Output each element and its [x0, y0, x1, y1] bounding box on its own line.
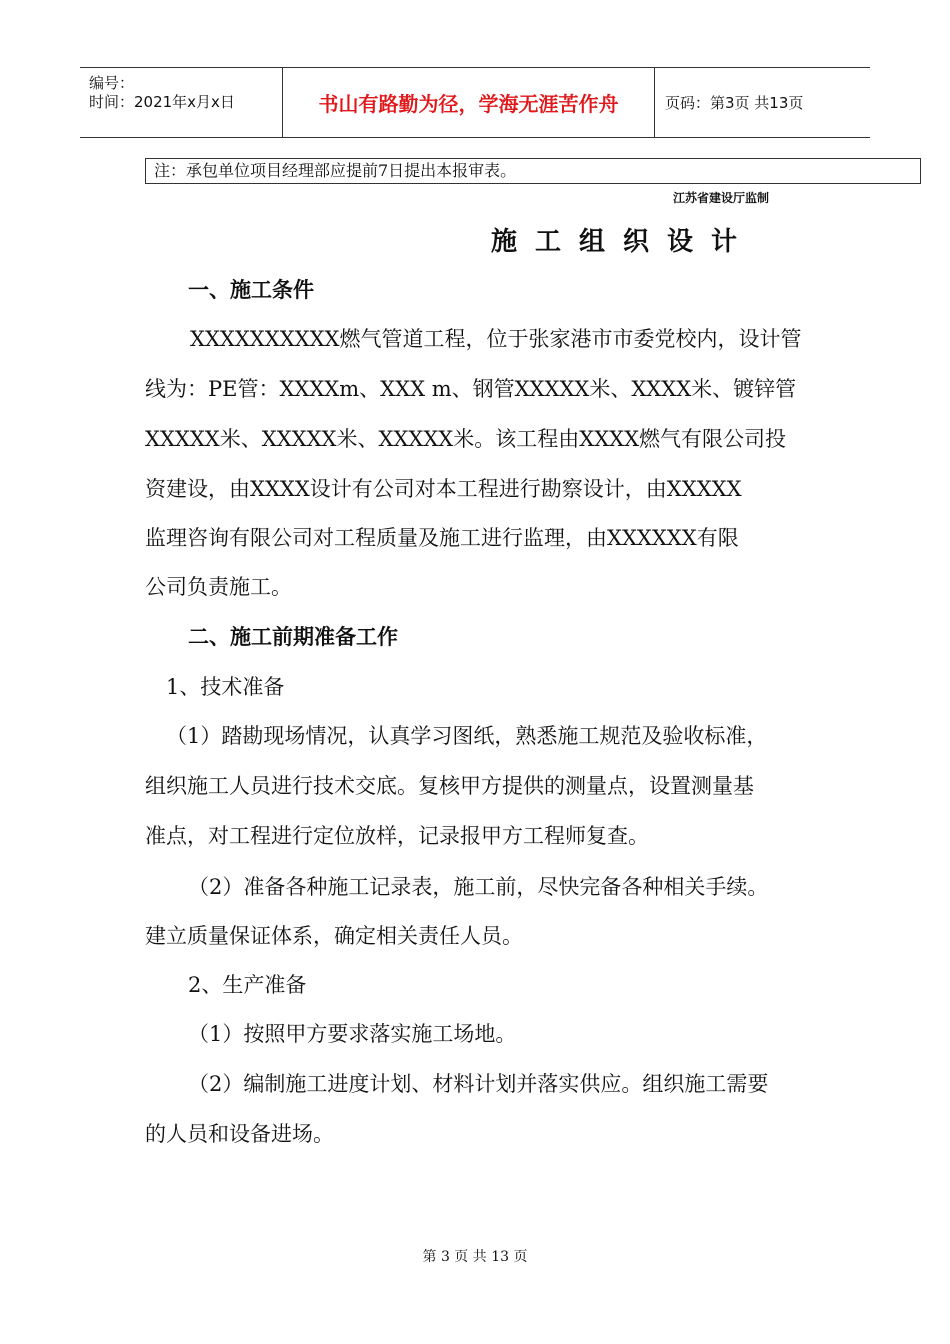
header-info-cell [80, 68, 282, 137]
paragraph-line: XXXXX米、XXXXX米、XXXXX米。该工程由XXXX燃气有限公司投 [145, 427, 787, 451]
paragraph-line: 准点，对工程进行定位放样，记录报甲方工程师复查。 [145, 824, 649, 848]
header-page-label: 页码：第3页 共13页 [665, 94, 804, 112]
document-number-label: 编号： [89, 74, 135, 92]
paragraph-line: 资建设，由XXXX设计有公司对本工程进行勘察设计，由XXXXX [145, 477, 742, 501]
subheading-technical: 1、技术准备 [166, 675, 285, 699]
subheading-production: 2、生产准备 [188, 973, 307, 997]
page-footer: 第 3 页 共 13 页 [422, 1249, 528, 1265]
paragraph-line: 监理咨询有限公司对工程质量及施工进行监理，由XXXXXX有限 [145, 526, 739, 550]
paragraph-line: （1）按照甲方要求落实施工场地。 [188, 1022, 517, 1046]
paragraph-line: 线为：PE管：XXXXm、XXX m、钢管XXXXX米、XXXX米、镀锌管 [145, 377, 797, 401]
section-heading-preparation: 二、施工前期准备工作 [188, 625, 398, 649]
page-title: 施工组织设计 [491, 227, 756, 257]
paragraph-line: XXXXXXXXXX燃气管道工程，位于张家港市市委党校内，设计管 [190, 327, 802, 351]
paragraph-line: 组织施工人员进行技术交底。复核甲方提供的测量点，设置测量基 [145, 774, 754, 798]
paragraph-line: （1）踏勘现场情况，认真学习图纸，熟悉施工规范及验收标准， [166, 724, 768, 748]
header-table [80, 67, 870, 138]
paragraph-line: （2）准备各种施工记录表，施工前，尽快完备各种相关手续。 [188, 875, 769, 899]
paragraph-line: 公司负责施工。 [145, 575, 292, 599]
note-box: 注：承包单位项目经理部应提前7日提出本报审表。 [145, 158, 921, 184]
header-motto: 书山有路勤为径，学海无涯苦作舟 [282, 68, 655, 137]
section-heading-conditions: 一、施工条件 [188, 278, 314, 302]
paragraph-line: （2）编制施工进度计划、材料计划并落实供应。组织施工需要 [188, 1072, 769, 1096]
document-date-label: 时间：2021年x月x日 [89, 93, 235, 111]
paragraph-line: 的人员和设备进场。 [145, 1122, 334, 1146]
supervisor-label: 江苏省建设厅监制 [673, 191, 770, 205]
paragraph-line: 建立质量保证体系，确定相关责任人员。 [145, 924, 523, 948]
